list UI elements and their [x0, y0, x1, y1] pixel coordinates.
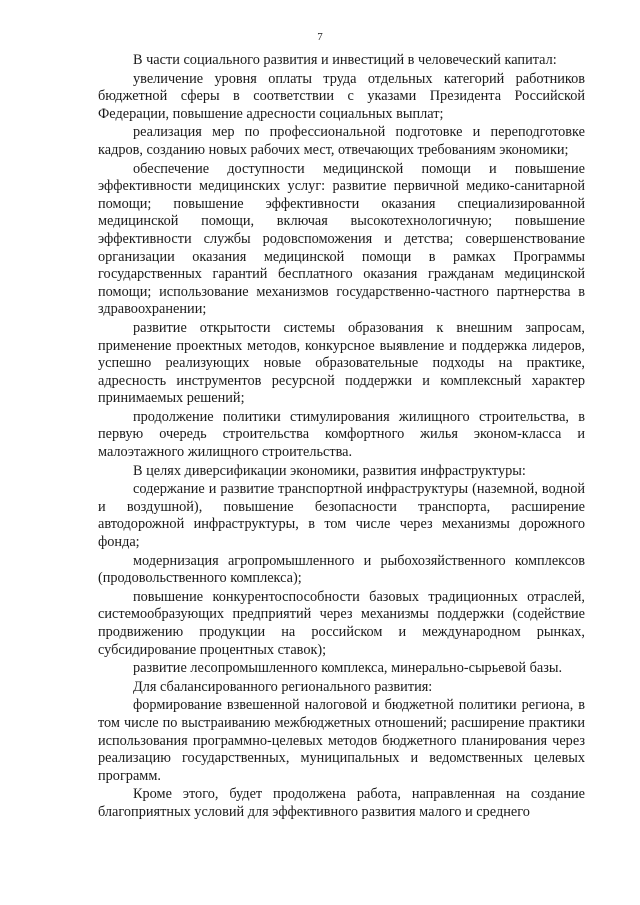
- paragraph-healthcare: обеспечение доступности медицинской помощи и повышение эффективности медицинских услуг: развитие первичной медико-санитарной помощи; повышение эффективности оказания специализированной медицинской помощи, включая высокотехнологичную; повышение эффективности службы родовспоможения и детства; совершенствование организации оказания медицинской помощи в рамках Программы государственных гарантий бесплатного оказания гражданам медицинской помощи; использование механизмов государственно-частного партнерства в здравоохранении;: [98, 160, 585, 318]
- paragraph-education: развитие открытости системы образования к внешним запросам, применение проектных методов, конкурсное выявление и поддержка лидеров, успешно реализующих новые образовательные подходы на практике, адресность инструментов ресурсной поддержки и комплексный характер принимаемых решений;: [98, 319, 585, 407]
- document-body: [98, 52, 585, 823]
- paragraph-social-intro: В части социального развития и инвестиций в человеческий капитал:: [133, 52, 557, 68]
- paragraph-economy-intro: В целях диверсификации экономики, развития инфраструктуры:: [133, 462, 526, 479]
- paragraph-small-business: Кроме этого, будет продолжена работа, направленная на создание благоприятных условий для эффективного развития малого и среднего: [98, 786, 585, 820]
- paragraph-competitiveness: повышение конкурентоспособности базовых традиционных отраслей, системообразующих предприятий через механизмы поддержки (содействие продвижению продукции на российском и международном рынках, субсидирование процентных ставок);: [98, 588, 585, 658]
- paragraph-wages: увеличение уровня оплаты труда отдельных категорий работников бюджетной сферы в соответствии с указами Президента Российской Федерации, повышение адресности социальных выплат;: [98, 70, 585, 122]
- paragraph-transport: содержание и развитие транспортной инфраструктуры (наземной, водной и воздушной), повышение безопасности транспорта, расширение автодорожной инфраструктуры, в том числе через механизмы дорожного фонда;: [98, 481, 585, 551]
- paragraph-forestry: развитие лесопромышленного комплекса, минерально-сырьевой базы.: [133, 660, 563, 677]
- page-number: 7: [317, 31, 323, 43]
- paragraph-training: реализация мер по профессиональной подготовке и переподготовке кадров, созданию новых рабочих мест, отвечающих требованиям экономики;: [98, 124, 585, 158]
- paragraph-budget-policy: формирование взвешенной налоговой и бюджетной политики региона, в том числе по выстраиванию межбюджетных отношений; расширение практики использования программно-целевых методов бюджетного планирования через реализацию государственных, муниципальных и ведомственных целевых программ.: [98, 697, 585, 784]
- paragraph-agro: модернизация агропромышленного и рыбохозяйственного комплексов (продовольственного комплекса);: [98, 552, 585, 587]
- paragraph-housing: продолжение политики стимулирования жилищного строительства, в первую очередь строительства комфортного жилья эконом-класса и малоэтажного жилищного строительства.: [98, 408, 585, 461]
- paragraph-regional-intro: Для сбалансированного регионального развития:: [133, 678, 433, 695]
